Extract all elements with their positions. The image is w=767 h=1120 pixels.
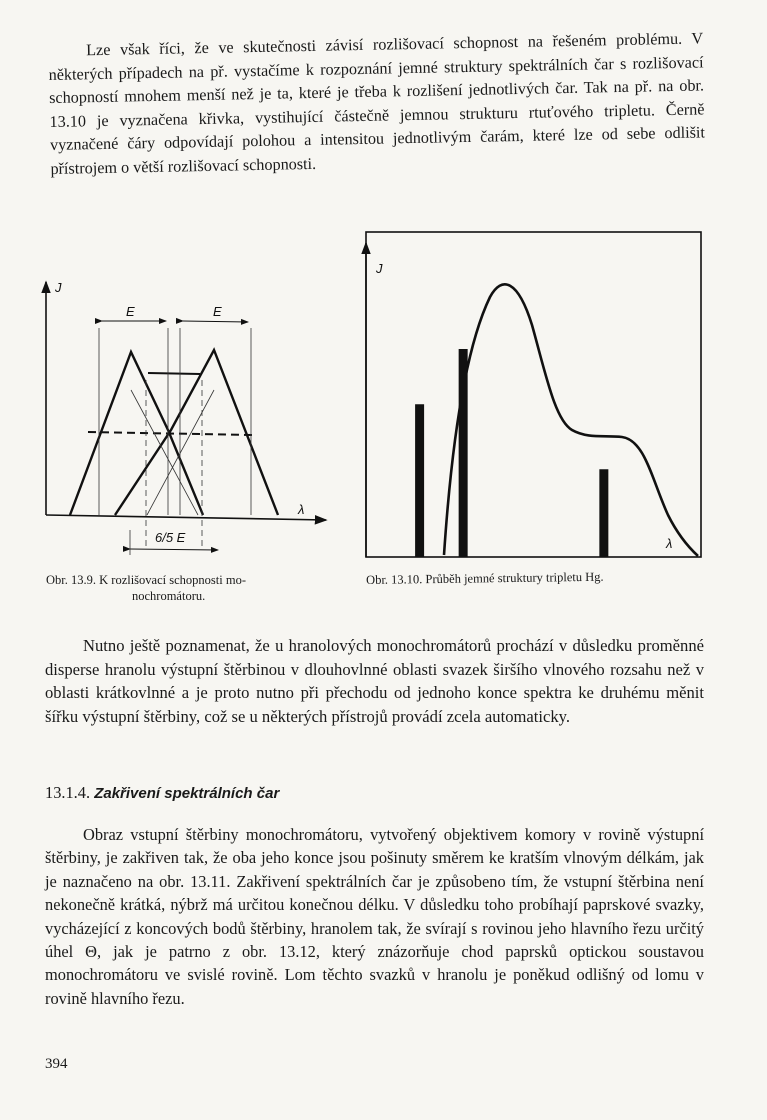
figure-13-9 [30,270,350,570]
paragraph-3-text: Obraz vstupní štěrbiny monochromátoru, vytvořený objektivem komory v rovině výstupní štěrbiny, je zakřiven tak, že oba jeho konce jsou pošinuty směrem ke kratším vlnovým délkám, jak je naznačeno na obr. 13.11. Zakřivení spektrálních čar je způsobeno tím, že vstupní štěrbina není nekonečně krátká, nýbrž má určitou konečnou délku. V důsledku toho probíhají paprskové svazky, vycházející z koncových bodů štěrbiny, hranolem tak, že svírají s rovinou jeho hlavního řezu určitý úhel Θ, jak je patrno z obr. 13.12, který znázorňuje chod paprsků optickou soustavou monochromátoru ve svislé rovině. Lom těchto svazků v hranolu je poněkud odlišný od lomu v rovině hlavního řezu. [45,825,704,1008]
fig2-spectral-lines [415,349,608,557]
fig1-e-label-right: E [213,304,222,319]
caption-figure-13-9 [46,572,336,604]
fig2-y-label: J [376,261,383,276]
fig1-cross-line-a [131,390,198,515]
section-number: 13.1.4. [45,783,91,802]
fig1-bottom-label: 6/5 E [155,530,186,545]
caption-2-number: Obr. 13.10. [366,572,423,587]
caption-2-text: Průběh jemné struktury tripletu Hg. [425,569,604,587]
fig1-six-fifths-dimension [130,549,218,550]
fig2-spectral-line-2 [459,349,468,557]
paragraph-resolving-power [48,27,706,181]
fig1-x-axis [46,515,326,520]
fig2-x-label: λ [666,536,673,551]
fig2-spectral-line-1 [415,404,424,557]
fig1-plateau [148,373,200,374]
caption-figure-13-10 [366,567,706,588]
caption-1-text-line1: K rozlišovací schopnosti mo- [99,573,246,587]
figure-13-10 [350,225,710,570]
section-heading [45,783,279,803]
paragraph-2-text: Nutno ještě poznamenat, že u hranolových monochromátorů prochází v důsledku proměnné disperse hranolu výstupní štěrbinou v dlouhovlnné oblasti svazek širšího vlnového rozsahu než v oblasti krátkovlnné a je proto nutno při přechodu od jednoho konce spektra ke druhému měnit šířku výstupní štěrbiny, což se u některých přístrojů provádí zcela automaticky. [45,636,704,726]
paragraph-1-text: Lze však říci, že ve skutečnosti závisí rozlišovací schopnost na řešeném problému. V některých případech na př. vystačíme k rozpoznání jemné struktury spektrálních čar s rozlišovací schopností mnohem menší než je ta, které je třeba k rozlišení jednotlivých čar. Tak na př. na obr. 13.10 je vyznačena křivka, vystihující částečně jemnou strukturu rtuťového tripletu. Černě vyznačené čáry odpovídají polohou a intensitou jednotlivým čarám, které lze od sebe odlišit přístrojem o větší rozlišovací schopnosti. [48,29,706,178]
paragraph-line-curvature [45,823,704,1010]
section-title: Zakřivení spektrálních čar [94,785,280,802]
fig1-e-right-dimension [183,321,248,322]
caption-1-text-line2: nochromátoru. [132,589,206,603]
fig1-y-label: J [55,280,62,295]
page-number: 394 [45,1056,68,1072]
fig1-x-label: λ [298,502,305,517]
paragraph-prism-dispersion [45,634,704,728]
fig2-spectral-line-3 [599,469,608,557]
fig1-e-label-left: E [126,304,135,319]
fig2-intensity-curve [444,284,698,556]
caption-1-number: Obr. 13.9. [46,573,96,587]
